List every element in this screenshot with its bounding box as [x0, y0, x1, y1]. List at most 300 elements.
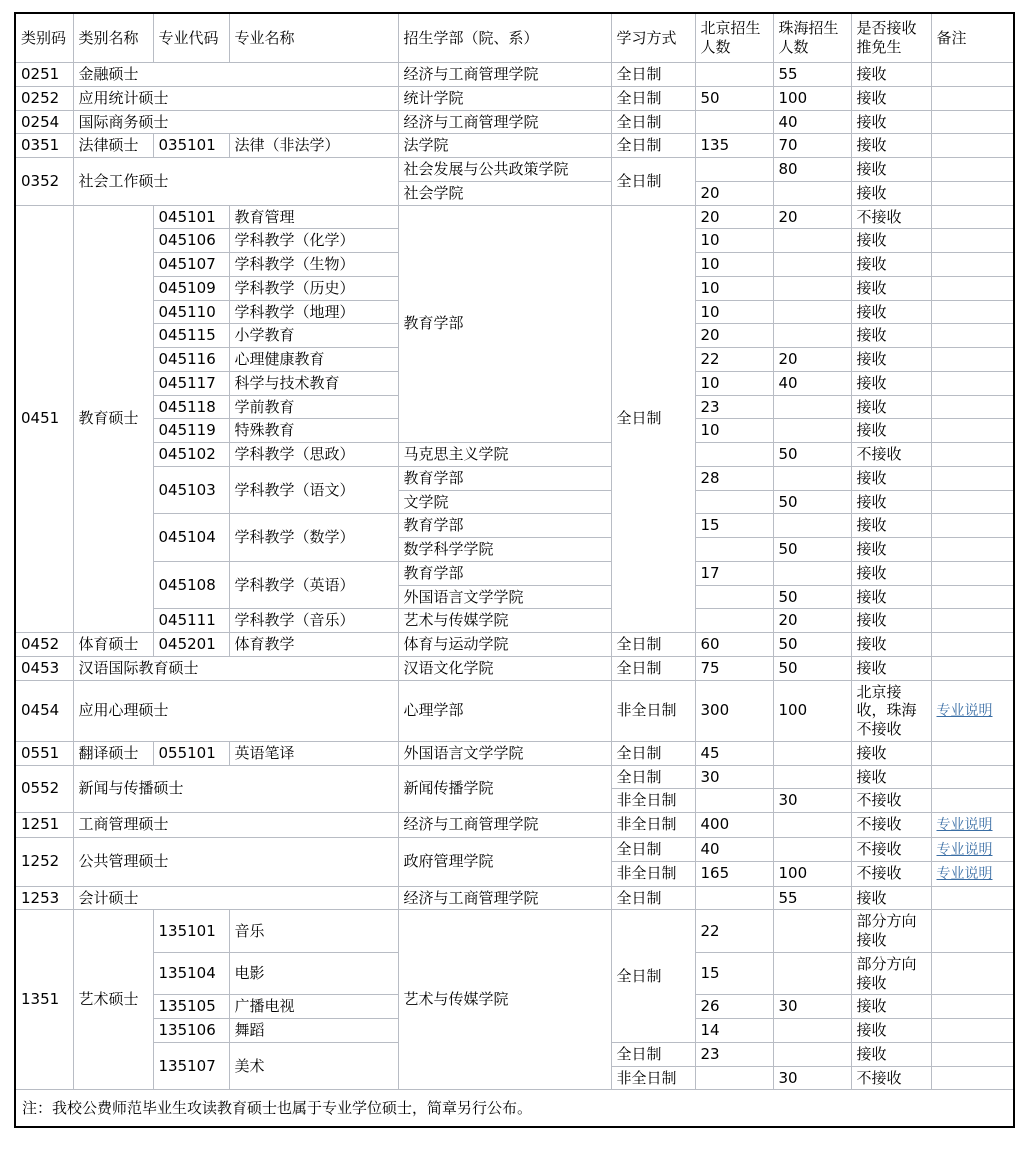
cell-category-code: 0451 [15, 205, 73, 633]
cell-department: 社会发展与公共政策学院 [398, 158, 611, 182]
cell-beijing-quota [695, 110, 773, 134]
column-header-accept-recommend [851, 13, 931, 63]
cell-remark [931, 134, 1014, 158]
table-header [15, 13, 1014, 63]
table-row [15, 466, 1014, 490]
cell-category-code: 0453 [15, 656, 73, 680]
column-header-category-name: 类别名称 [73, 13, 153, 63]
cell-category-name: 社会工作硕士 [73, 158, 398, 206]
column-header-category-code: 类别码 [15, 13, 73, 63]
table-row [15, 886, 1014, 910]
cell-major-code: 135101 [153, 910, 229, 953]
cell-major-code: 055101 [153, 741, 229, 765]
cell-remark [931, 371, 1014, 395]
cell-department: 政府管理学院 [398, 837, 611, 886]
cell-beijing-quota: 17 [695, 561, 773, 585]
cell-accept-recommend: 接收 [851, 229, 931, 253]
cell-remark [931, 765, 1014, 789]
cell-major-code: 045115 [153, 324, 229, 348]
cell-category-code: 1251 [15, 813, 73, 838]
cell-category-code: 0251 [15, 63, 73, 87]
cell-zhuhai-quota [773, 837, 851, 862]
cell-major-code: 045101 [153, 205, 229, 229]
cell-major-code: 045117 [153, 371, 229, 395]
cell-zhuhai-quota: 20 [773, 609, 851, 633]
cell-remark [931, 1066, 1014, 1090]
column-header-major-code: 专业代码 [153, 13, 229, 63]
cell-accept-recommend: 接收 [851, 656, 931, 680]
cell-zhuhai-quota [773, 229, 851, 253]
accept-recommend-label-line1: 是否接收 [856, 19, 917, 38]
cell-category-name: 法律硕士 [73, 134, 153, 158]
cell-category-code: 0452 [15, 633, 73, 657]
cell-remark [931, 886, 1014, 910]
cell-accept-recommend: 接收 [851, 134, 931, 158]
table-row [15, 86, 1014, 110]
cell-accept-recommend: 接收 [851, 514, 931, 538]
cell-major-name: 心理健康教育 [229, 348, 398, 372]
cell-remark [931, 609, 1014, 633]
cell-remark [931, 110, 1014, 134]
cell-zhuhai-quota [773, 1042, 851, 1066]
cell-beijing-quota: 14 [695, 1019, 773, 1043]
cell-study-mode: 全日制 [611, 205, 695, 633]
cell-zhuhai-quota: 30 [773, 789, 851, 813]
cell-major-name: 学科教学（音乐） [229, 609, 398, 633]
cell-category-code: 0552 [15, 765, 73, 813]
cell-major-code: 045103 [153, 466, 229, 514]
cell-department: 艺术与传媒学院 [398, 910, 611, 1090]
cell-department: 经济与工商管理学院 [398, 813, 611, 838]
table-row [15, 158, 1014, 182]
cell-major-code: 135104 [153, 952, 229, 995]
cell-beijing-quota: 30 [695, 765, 773, 789]
cell-beijing-quota [695, 1066, 773, 1090]
cell-remark [931, 158, 1014, 182]
cell-zhuhai-quota: 20 [773, 348, 851, 372]
cell-remark [931, 395, 1014, 419]
cell-beijing-quota: 165 [695, 862, 773, 887]
cell-remark [931, 741, 1014, 765]
cell-department: 外国语言文学学院 [398, 585, 611, 609]
cell-remark [931, 253, 1014, 277]
cell-major-name: 学科教学（地理） [229, 300, 398, 324]
cell-zhuhai-quota: 55 [773, 886, 851, 910]
cell-beijing-quota [695, 585, 773, 609]
beijing-quota-label-line1: 北京招生 [700, 19, 761, 38]
column-header-zhuhai-quota [773, 13, 851, 63]
cell-department: 法学院 [398, 134, 611, 158]
cell-department: 马克思主义学院 [398, 443, 611, 467]
cell-study-mode: 全日制 [611, 633, 695, 657]
cell-zhuhai-quota [773, 395, 851, 419]
cell-major-code: 045116 [153, 348, 229, 372]
cell-accept-recommend: 接收 [851, 538, 931, 562]
cell-beijing-quota [695, 490, 773, 514]
table-row [15, 680, 1014, 741]
cell-zhuhai-quota [773, 300, 851, 324]
major-description-link[interactable]: 专业说明 [936, 702, 993, 719]
cell-accept-recommend: 接收 [851, 253, 931, 277]
cell-study-mode: 全日制 [611, 765, 695, 789]
cell-study-mode: 全日制 [611, 910, 695, 1043]
cell-category-name: 公共管理硕士 [73, 837, 398, 886]
table-row [15, 633, 1014, 657]
cell-accept-recommend: 接收 [851, 561, 931, 585]
cell-accept-recommend: 接收 [851, 158, 931, 182]
cell-beijing-quota: 15 [695, 514, 773, 538]
cell-major-code: 045119 [153, 419, 229, 443]
cell-major-name: 体育教学 [229, 633, 398, 657]
major-description-link[interactable]: 专业说明 [936, 841, 993, 858]
table-row [15, 837, 1014, 862]
table-row [15, 609, 1014, 633]
cell-beijing-quota: 10 [695, 419, 773, 443]
cell-department: 教育学部 [398, 561, 611, 585]
cell-accept-recommend: 接收 [851, 995, 931, 1019]
cell-department: 汉语文化学院 [398, 656, 611, 680]
cell-category-name: 应用心理硕士 [73, 680, 398, 741]
table-row [15, 813, 1014, 838]
cell-major-code: 045109 [153, 276, 229, 300]
cell-beijing-quota: 10 [695, 276, 773, 300]
cell-accept-recommend: 不接收 [851, 813, 931, 838]
cell-beijing-quota: 10 [695, 300, 773, 324]
cell-study-mode: 非全日制 [611, 789, 695, 813]
cell-beijing-quota: 10 [695, 371, 773, 395]
cell-zhuhai-quota: 50 [773, 443, 851, 467]
footnote-row [15, 1090, 1014, 1128]
cell-department: 教育学部 [398, 514, 611, 538]
cell-remark [931, 561, 1014, 585]
cell-zhuhai-quota [773, 466, 851, 490]
cell-remark [931, 324, 1014, 348]
cell-major-name: 电影 [229, 952, 398, 995]
cell-accept-recommend: 接收 [851, 1042, 931, 1066]
cell-accept-recommend: 接收 [851, 348, 931, 372]
cell-beijing-quota: 23 [695, 1042, 773, 1066]
table-row [15, 910, 1014, 953]
table-row [15, 205, 1014, 229]
cell-zhuhai-quota: 50 [773, 656, 851, 680]
table-row [15, 656, 1014, 680]
table-body [15, 63, 1014, 1090]
cell-category-code: 0454 [15, 680, 73, 741]
cell-zhuhai-quota [773, 181, 851, 205]
header-row [15, 13, 1014, 63]
cell-category-name: 汉语国际教育硕士 [73, 656, 398, 680]
cell-major-code: 045118 [153, 395, 229, 419]
cell-category-name: 应用统计硕士 [73, 86, 398, 110]
cell-zhuhai-quota: 55 [773, 63, 851, 87]
cell-major-name: 舞蹈 [229, 1019, 398, 1043]
cell-category-name: 教育硕士 [73, 205, 153, 633]
cell-beijing-quota [695, 538, 773, 562]
cell-beijing-quota: 15 [695, 952, 773, 995]
cell-accept-recommend: 接收 [851, 585, 931, 609]
cell-remark [931, 633, 1014, 657]
cell-category-name: 翻译硕士 [73, 741, 153, 765]
cell-category-name: 体育硕士 [73, 633, 153, 657]
cell-accept-recommend: 接收 [851, 765, 931, 789]
cell-major-name: 学前教育 [229, 395, 398, 419]
beijing-quota-label-line2: 人数 [700, 38, 731, 56]
cell-major-code: 135106 [153, 1019, 229, 1043]
cell-remark [931, 86, 1014, 110]
cell-major-code: 135107 [153, 1042, 229, 1090]
column-header-study-mode: 学习方式 [611, 13, 695, 63]
cell-category-code: 0252 [15, 86, 73, 110]
cell-major-code: 045201 [153, 633, 229, 657]
cell-beijing-quota [695, 158, 773, 182]
major-description-link[interactable]: 专业说明 [936, 866, 993, 882]
cell-remark [931, 514, 1014, 538]
cell-remark [931, 63, 1014, 87]
cell-accept-recommend: 不接收 [851, 862, 931, 887]
cell-remark [931, 229, 1014, 253]
cell-major-name: 学科教学（数学） [229, 514, 398, 562]
cell-accept-recommend: 不接收 [851, 837, 931, 862]
cell-remark [931, 181, 1014, 205]
cell-category-code: 0351 [15, 134, 73, 158]
cell-major-name: 教育管理 [229, 205, 398, 229]
cell-major-code: 045108 [153, 561, 229, 609]
cell-zhuhai-quota [773, 910, 851, 953]
cell-beijing-quota: 10 [695, 229, 773, 253]
cell-major-name: 音乐 [229, 910, 398, 953]
zhuhai-quota-label-line1: 珠海招生 [778, 19, 839, 38]
cell-major-name: 学科教学（英语） [229, 561, 398, 609]
cell-zhuhai-quota [773, 1019, 851, 1043]
cell-remark [931, 837, 1014, 862]
cell-accept-recommend: 不接收 [851, 205, 931, 229]
cell-beijing-quota: 20 [695, 181, 773, 205]
cell-accept-recommend: 部分方向接收 [851, 910, 931, 953]
cell-major-name: 特殊教育 [229, 419, 398, 443]
zhuhai-quota-label-line2: 人数 [778, 38, 809, 56]
cell-accept-recommend: 接收 [851, 419, 931, 443]
cell-beijing-quota [695, 789, 773, 813]
cell-department: 新闻传播学院 [398, 765, 611, 813]
cell-zhuhai-quota: 40 [773, 371, 851, 395]
cell-major-name: 学科教学（语文） [229, 466, 398, 514]
cell-major-code: 045104 [153, 514, 229, 562]
cell-major-code: 035101 [153, 134, 229, 158]
cell-zhuhai-quota: 50 [773, 490, 851, 514]
cell-remark [931, 680, 1014, 741]
cell-beijing-quota [695, 63, 773, 87]
cell-major-name: 法律（非法学） [229, 134, 398, 158]
cell-remark [931, 910, 1014, 953]
cell-department: 经济与工商管理学院 [398, 886, 611, 910]
cell-zhuhai-quota: 50 [773, 538, 851, 562]
cell-zhuhai-quota: 20 [773, 205, 851, 229]
cell-zhuhai-quota: 100 [773, 680, 851, 741]
cell-major-code: 045107 [153, 253, 229, 277]
table-row [15, 514, 1014, 538]
cell-zhuhai-quota [773, 741, 851, 765]
cell-remark [931, 466, 1014, 490]
cell-department: 心理学部 [398, 680, 611, 741]
cell-major-name: 英语笔译 [229, 741, 398, 765]
cell-zhuhai-quota: 70 [773, 134, 851, 158]
cell-study-mode: 全日制 [611, 63, 695, 87]
cell-beijing-quota: 22 [695, 910, 773, 953]
cell-accept-recommend: 北京接收，珠海不接收 [851, 680, 931, 741]
cell-accept-recommend: 接收 [851, 741, 931, 765]
cell-department: 艺术与传媒学院 [398, 609, 611, 633]
cell-remark [931, 419, 1014, 443]
cell-category-name: 金融硕士 [73, 63, 398, 87]
cell-beijing-quota: 22 [695, 348, 773, 372]
cell-department: 社会学院 [398, 181, 611, 205]
cell-remark [931, 348, 1014, 372]
admissions-table [14, 12, 1015, 1128]
cell-remark [931, 789, 1014, 813]
cell-beijing-quota [695, 886, 773, 910]
cell-remark [931, 656, 1014, 680]
cell-accept-recommend: 接收 [851, 466, 931, 490]
cell-study-mode: 全日制 [611, 110, 695, 134]
cell-zhuhai-quota [773, 276, 851, 300]
cell-major-code: 135105 [153, 995, 229, 1019]
cell-department: 统计学院 [398, 86, 611, 110]
table-footer [15, 1090, 1014, 1128]
cell-zhuhai-quota: 80 [773, 158, 851, 182]
cell-department: 经济与工商管理学院 [398, 110, 611, 134]
cell-major-name: 广播电视 [229, 995, 398, 1019]
cell-remark [931, 1019, 1014, 1043]
cell-department: 教育学部 [398, 466, 611, 490]
accept-recommend-label-line2: 推免生 [856, 38, 902, 56]
table-row [15, 765, 1014, 789]
cell-study-mode: 非全日制 [611, 680, 695, 741]
cell-accept-recommend: 接收 [851, 324, 931, 348]
cell-major-name: 小学教育 [229, 324, 398, 348]
cell-accept-recommend: 不接收 [851, 789, 931, 813]
cell-beijing-quota: 45 [695, 741, 773, 765]
cell-accept-recommend: 接收 [851, 395, 931, 419]
cell-accept-recommend: 接收 [851, 490, 931, 514]
cell-zhuhai-quota [773, 813, 851, 838]
cell-remark [931, 952, 1014, 995]
cell-remark [931, 538, 1014, 562]
column-header-beijing-quota [695, 13, 773, 63]
cell-major-name: 科学与技术教育 [229, 371, 398, 395]
cell-beijing-quota: 10 [695, 253, 773, 277]
cell-major-code: 045111 [153, 609, 229, 633]
cell-major-name: 学科教学（化学） [229, 229, 398, 253]
cell-beijing-quota: 23 [695, 395, 773, 419]
cell-accept-recommend: 接收 [851, 609, 931, 633]
cell-major-name: 学科教学（生物） [229, 253, 398, 277]
table-row [15, 741, 1014, 765]
cell-remark [931, 813, 1014, 838]
cell-major-code: 045102 [153, 443, 229, 467]
cell-department: 数学科学学院 [398, 538, 611, 562]
cell-beijing-quota: 135 [695, 134, 773, 158]
cell-study-mode: 全日制 [611, 741, 695, 765]
cell-category-code: 1253 [15, 886, 73, 910]
cell-beijing-quota [695, 609, 773, 633]
cell-remark [931, 300, 1014, 324]
cell-zhuhai-quota [773, 419, 851, 443]
cell-zhuhai-quota: 50 [773, 585, 851, 609]
footnote-text: 注：我校公费师范毕业生攻读教育硕士也属于专业学位硕士，简章另行公布。 [15, 1090, 1014, 1128]
cell-category-name: 会计硕士 [73, 886, 398, 910]
cell-accept-recommend: 接收 [851, 1019, 931, 1043]
cell-zhuhai-quota: 100 [773, 86, 851, 110]
column-header-department: 招生学部（院、系） [398, 13, 611, 63]
cell-category-code: 1252 [15, 837, 73, 886]
cell-zhuhai-quota: 50 [773, 633, 851, 657]
cell-beijing-quota: 75 [695, 656, 773, 680]
cell-accept-recommend: 接收 [851, 181, 931, 205]
table-row [15, 561, 1014, 585]
cell-beijing-quota: 28 [695, 466, 773, 490]
cell-accept-recommend: 部分方向接收 [851, 952, 931, 995]
cell-remark [931, 443, 1014, 467]
table-row [15, 134, 1014, 158]
cell-remark [931, 585, 1014, 609]
cell-major-code: 045106 [153, 229, 229, 253]
cell-category-name: 艺术硕士 [73, 910, 153, 1090]
cell-category-code: 0254 [15, 110, 73, 134]
cell-department: 体育与运动学院 [398, 633, 611, 657]
cell-department: 经济与工商管理学院 [398, 63, 611, 87]
cell-accept-recommend: 接收 [851, 886, 931, 910]
cell-zhuhai-quota [773, 561, 851, 585]
cell-beijing-quota: 40 [695, 837, 773, 862]
cell-department: 教育学部 [398, 205, 611, 443]
cell-study-mode: 全日制 [611, 837, 695, 862]
cell-beijing-quota: 26 [695, 995, 773, 1019]
cell-major-name: 学科教学（历史） [229, 276, 398, 300]
cell-accept-recommend: 接收 [851, 276, 931, 300]
cell-study-mode: 全日制 [611, 1042, 695, 1066]
table-row [15, 443, 1014, 467]
cell-zhuhai-quota [773, 514, 851, 538]
cell-remark [931, 490, 1014, 514]
cell-accept-recommend: 不接收 [851, 1066, 931, 1090]
cell-accept-recommend: 接收 [851, 63, 931, 87]
cell-remark [931, 995, 1014, 1019]
cell-remark [931, 862, 1014, 887]
cell-study-mode: 非全日制 [611, 862, 695, 887]
table-row [15, 110, 1014, 134]
cell-accept-recommend: 接收 [851, 86, 931, 110]
cell-accept-recommend: 接收 [851, 300, 931, 324]
cell-remark [931, 1042, 1014, 1066]
cell-category-name: 工商管理硕士 [73, 813, 398, 838]
cell-zhuhai-quota [773, 324, 851, 348]
cell-remark [931, 276, 1014, 300]
cell-accept-recommend: 接收 [851, 633, 931, 657]
cell-study-mode: 全日制 [611, 158, 695, 206]
cell-zhuhai-quota: 40 [773, 110, 851, 134]
cell-category-code: 1351 [15, 910, 73, 1090]
cell-beijing-quota: 400 [695, 813, 773, 838]
cell-zhuhai-quota: 30 [773, 995, 851, 1019]
cell-accept-recommend: 不接收 [851, 443, 931, 467]
cell-beijing-quota: 20 [695, 324, 773, 348]
cell-study-mode: 全日制 [611, 886, 695, 910]
cell-beijing-quota: 20 [695, 205, 773, 229]
cell-category-name: 新闻与传播硕士 [73, 765, 398, 813]
cell-beijing-quota: 60 [695, 633, 773, 657]
major-description-link[interactable]: 专业说明 [936, 817, 993, 833]
cell-category-code: 0352 [15, 158, 73, 206]
